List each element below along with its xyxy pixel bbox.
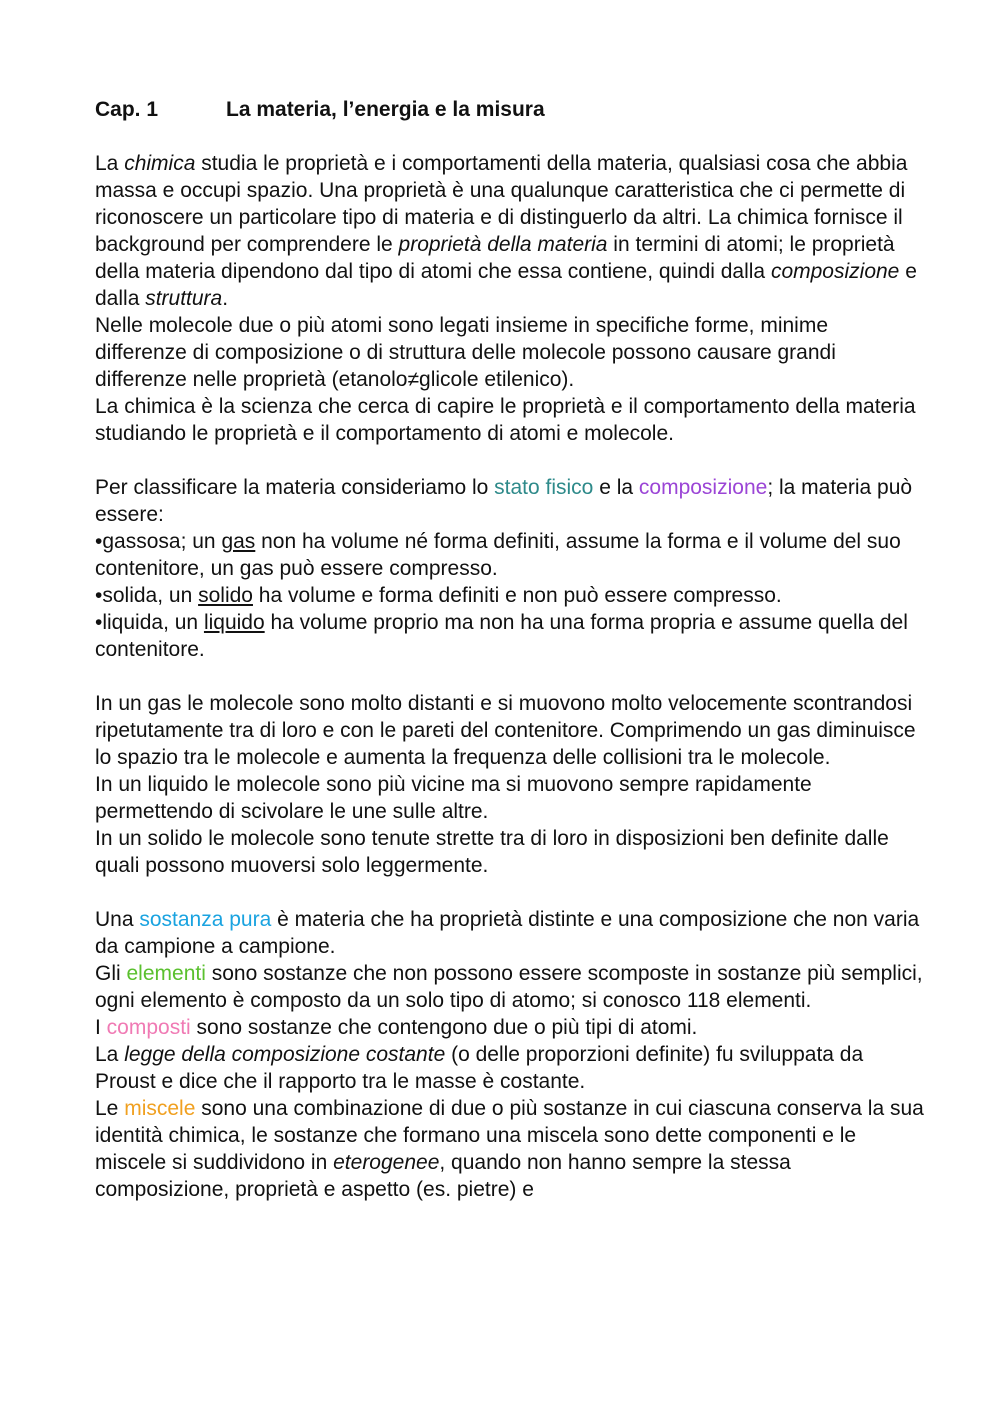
text-run: Gli — [95, 962, 127, 985]
paragraph-chimica-intro — [95, 150, 925, 312]
text-run: ha volume proprio ma non ha una forma propria e assume quella del contenitore. — [95, 611, 908, 661]
paragraph-sostanza-pura — [95, 906, 925, 960]
list-item-solido — [95, 582, 925, 609]
italic-term-proprieta-materia: proprietà della materia — [398, 233, 608, 256]
paragraph-molecole: Nelle molecole due o più atomi sono legati insieme in specifiche forme, minime differenze di composizione o di struttura delle molecole possono causare grandi differenze nelle proprietà (etanolo≠glicole etilenico). — [95, 314, 836, 391]
paragraph-scienza: La chimica è la scienza che cerca di capire le proprietà e il comportamento della materia studiando le proprietà e il comportamento di atomi e molecole. — [95, 395, 916, 445]
highlight-composizione: composizione — [638, 476, 768, 499]
highlight-miscele: miscele — [124, 1097, 196, 1120]
text-run: La — [95, 1043, 125, 1066]
paragraph-spacer — [95, 663, 925, 690]
paragraph-solido-molecole: In un solido le molecole sono tenute strette tra di loro in disposizioni ben definite dalle quali possono muoversi solo leggermente. — [95, 827, 889, 877]
list-item-liquido — [95, 609, 925, 663]
text-run: Per classificare la materia consideriamo lo — [95, 476, 495, 499]
text-run: . — [222, 287, 229, 310]
underlined-term-liquido: liquido — [203, 611, 265, 634]
text-run: sono sostanze che contengono due o più tipi di atomi. — [190, 1016, 698, 1039]
chapter-title: La materia, l’energia e la misura — [226, 98, 545, 121]
chapter-number: Cap. 1 — [95, 98, 159, 121]
text-run: e dalla — [95, 260, 917, 310]
list-item-gas — [95, 528, 925, 582]
text-run: e la — [593, 476, 639, 499]
highlight-stato-fisico: stato fisico — [494, 476, 594, 499]
chapter-heading — [95, 96, 925, 123]
paragraph-classificazione — [95, 474, 925, 528]
underlined-term-solido: solido — [198, 584, 253, 607]
text-run: La — [95, 152, 125, 175]
text-run: Una — [95, 908, 140, 931]
paragraph-liquido-molecole: In un liquido le molecole sono più vicine ma si muovono sempre rapidamente permettendo di scivolare le une sulle altre. — [95, 773, 812, 823]
paragraph-composti — [95, 1014, 925, 1041]
italic-term-struttura: struttura — [145, 287, 223, 310]
paragraph-spacer — [95, 879, 925, 906]
highlight-elementi: elementi — [126, 962, 206, 985]
text-run: sono sostanze che non possono essere scomposte in sostanze più semplici, ogni elemento è composto da un solo tipo di atomo; si conosco 118 elementi. — [95, 962, 923, 1012]
underlined-term-gas: gas — [221, 530, 256, 553]
text-run: (o delle proporzioni definite) fu sviluppata da Proust e dice che il rapporto tra le masse è costante. — [95, 1043, 864, 1093]
text-run: non ha volume né forma definiti, assume la forma e il volume del suo contenitore, un gas può essere compresso. — [95, 530, 901, 580]
text-run: sono una combinazione di due o più sostanze in cui ciascuna conserva la sua identità chimica, le sostanze che formano una miscela sono dette componenti e le miscele si suddividono in — [95, 1097, 924, 1174]
text-run: •solida, un — [95, 584, 199, 607]
text-run: , quando non hanno sempre la stessa composizione, proprietà e aspetto (es. pietre) e — [95, 1151, 791, 1201]
text-run: •liquida, un — [95, 611, 204, 634]
paragraph-spacer — [95, 447, 925, 474]
paragraph-miscele — [95, 1095, 925, 1203]
text-run: in termini di atomi; le proprietà della materia dipendono dal tipo di atomi che essa contiene, quindi dalla — [95, 233, 895, 283]
text-run: studia le proprietà e i comportamenti della materia, qualsiasi cosa che abbia massa e occupi spazio. Una proprietà è una qualunque caratteristica che ci permette di riconoscere un particolare tipo di materia e di distinguerlo da altri. La chimica fornisce il background per comprendere le — [95, 152, 908, 256]
text-run: •gassosa; un — [95, 530, 222, 553]
text-run: è materia che ha proprietà distinte e una composizione che non varia da campione a campione. — [95, 908, 920, 958]
text-run: ha volume e forma definiti e non può essere compresso. — [252, 584, 782, 607]
document-page — [95, 96, 925, 1203]
paragraph-elementi — [95, 960, 925, 1014]
paragraph-legge-composizione — [95, 1041, 925, 1095]
italic-term-eterogenee: eterogenee — [333, 1151, 440, 1174]
text-run: Le — [95, 1097, 125, 1120]
highlight-composti: composti — [106, 1016, 191, 1039]
italic-term-legge: legge della composizione costante — [124, 1043, 446, 1066]
italic-term-chimica: chimica — [124, 152, 196, 175]
highlight-sostanza-pura: sostanza pura — [139, 908, 272, 931]
italic-term-composizione: composizione — [770, 260, 900, 283]
text-run: I — [95, 1016, 107, 1039]
text-run: ; la materia può essere: — [95, 476, 913, 526]
paragraph-gas-molecole: In un gas le molecole sono molto distanti e si muovono molto velocemente scontrandosi ripetutamente tra di loro e con le pareti del contenitore. Comprimendo un gas diminuisce lo spazio tra le molecole e aumenta la frequenza delle collisioni tra le molecole. — [95, 692, 916, 769]
